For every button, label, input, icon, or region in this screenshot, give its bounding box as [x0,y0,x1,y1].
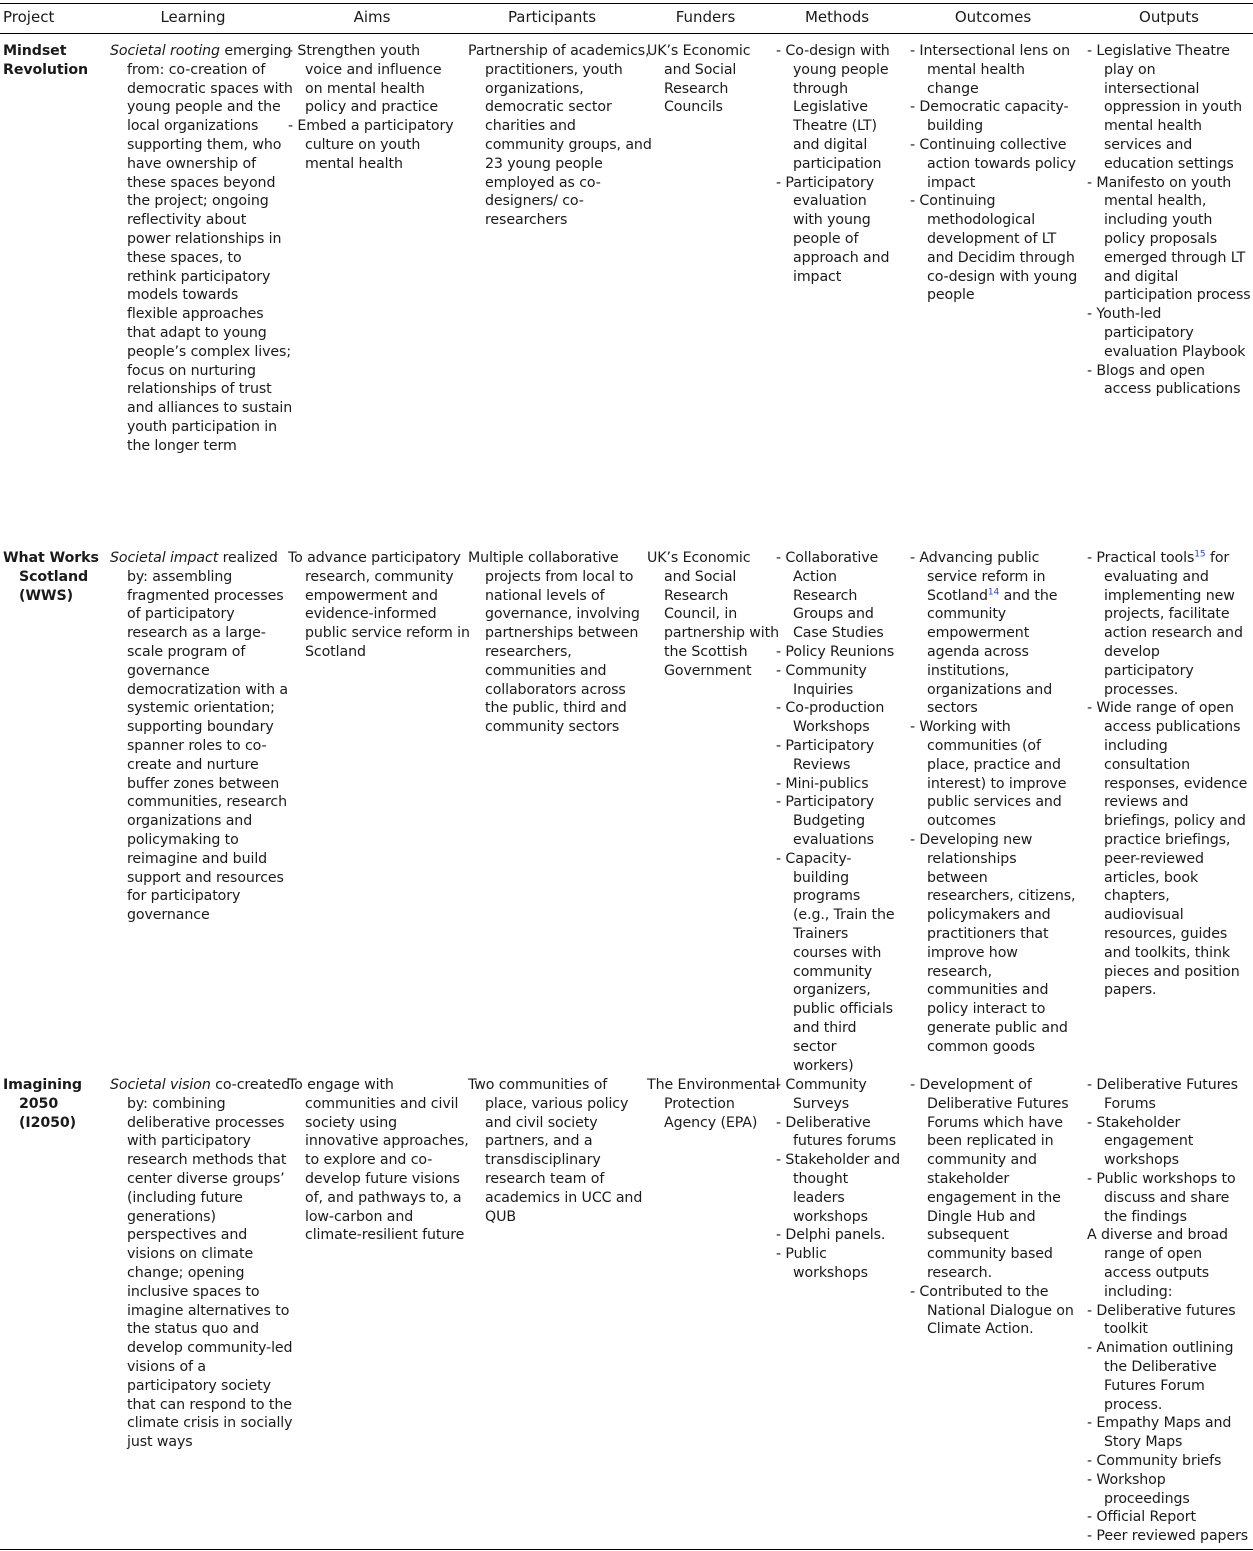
list-item: - Stakeholder and thought leaders workshops [776,1152,901,1225]
methods-cell [776,1076,900,1283]
header-learning: Learning [160,8,226,26]
header-methods: Methods [804,8,870,26]
learning-key-term: Societal rooting [110,43,220,59]
list-item: - Continuing methodological development of LT and Decidim through co-design with young people [910,193,1078,304]
learning-cell [110,549,295,925]
list-item: - Wide range of open access publications including consultation responses, evidence reviews and briefings, policy and practice briefings, peer-reviewed articles, book chapters, audiovisual resources, guides and toolkits, think pieces and position papers. [1087,700,1248,999]
project-name-line: (I2050) [19,1114,77,1131]
footnote-ref[interactable]: 15 [1194,549,1206,560]
list-item: - Public workshops [776,1246,868,1281]
outcome-text: and the community empowerment agenda across institutions, organizations and sectors [927,587,1058,717]
list-item: - Participatory evaluation with young people of approach and impact [776,174,890,285]
learning-text: realized by: assembling fragmented processes of participatory research as a large-scale program of governance democratization with a systemic orientation; supporting boundary spanner roles to co-create and nurture buffer zones between communities, research organizations and policymaking to reimagine and build support and resources for participatory governance [127,550,288,924]
project-name-line: Mindset [3,43,67,59]
outputs-cell [1087,42,1251,399]
participants-cell: Multiple collaborative projects from local to national levels of governance, involving partnerships between researchers, communities and collaborators across the public, third and community sectors [468,550,640,736]
learning-cell [110,1076,293,1452]
list-item [1087,549,1251,699]
project-name [3,42,103,80]
learning-key-term: Societal vision [110,1077,211,1093]
project-name-line: Scotland [19,568,89,585]
project-name-line: 2050 [19,1095,59,1112]
list-item: - Empathy Maps and Story Maps [1087,1415,1232,1451]
list-item: - Legislative Theatre play on intersectional oppression in youth mental health services and education settings [1087,43,1243,172]
list-item: - Blogs and open access publications [1087,362,1241,398]
learning-key-term: Societal impact [110,550,219,566]
project-name-line: Revolution [3,61,88,78]
list-item: - Community Inquiries [776,662,867,698]
header-outputs: Outputs [1139,8,1199,26]
header-funders: Funders [675,8,736,26]
list-item: - Co-production Workshops [776,700,885,736]
list-item: - Deliberative futures forums [776,1114,897,1150]
list-item: - Embed a participatory culture on youth mental health [288,118,454,172]
header-rule [0,33,1253,34]
list-item: - Delphi panels. [776,1227,886,1244]
list-item: - Animation outlining the Deliberative Futures Forum process. [1087,1340,1234,1413]
list-item: - Community Surveys [776,1077,867,1112]
outcomes-cell [910,42,1078,305]
list-item: - Participatory Reviews [776,737,874,773]
footnote-ref[interactable]: 14 [987,586,1000,597]
project-name-line: Imagining [3,1077,82,1093]
outputs-cell [1087,1076,1251,1546]
list-item: - Working with communities (of place, practice and interest) to improve public services and outcomes [910,719,1067,830]
methods-cell [776,42,900,286]
aims-cell: To advance participatory research, community empowerment and evidence-informed public service reform in Scotland [288,550,470,660]
list-item: - Youth-led participatory evaluation Playbook [1087,306,1246,360]
list-item: - Collaborative Action Research Groups and Case Studies [776,550,884,642]
project-name-line: What Works [3,550,99,566]
list-item: - Development of Deliberative Futures Forums which have been replicated in community and stakeholder engagement in the Dingle Hub and subsequent community based research. [910,1077,1069,1281]
list-item: - Co-design with young people through Legislative Theatre (LT) and digital participation [776,43,890,172]
header-aims: Aims [353,8,391,26]
project-name [3,1076,103,1132]
learning-cell [110,42,293,456]
learning-text: co-created by: combining deliberative processes with participatory research methods that center diverse groups’ (including future generations) perspectives and visions on climate change; opening inclusive spaces to imagine alternatives to the status quo and develop community-led visions of a participatory society that can respond to the climate crisis in socially just ways [127,1077,293,1451]
project-name [3,549,103,605]
table-top-rule [0,3,1253,4]
list-item: - Manifesto on youth mental health, including youth policy proposals emerged through LT and digital participation process [1087,174,1251,304]
list-item: - Democratic capacity-building [910,99,1069,135]
list-item: - Official Report [1087,1509,1196,1526]
list-item: - Developing new relationships between researchers, citizens, policymakers and practitioners that improve how research, communities and policy interact to generate public and common goods [910,831,1076,1055]
list-item: - Stakeholder engagement workshops [1087,1114,1194,1169]
outcomes-cell [910,1076,1078,1339]
outputs-cell [1087,549,1251,1000]
project-name-line: (WWS) [19,587,73,604]
participants-cell: Partnership of academics, practitioners, youth organizations, democratic sector charities and community groups, and 23 young people employed as co-designers/ co-researchers [468,43,652,229]
participants-cell: Two communities of place, various policy and civil society partners, and a transdisciplinary research team of academics in UCC and QUB [468,1077,643,1225]
funders-cell: UK’s Economic and Social Research Councils [647,43,751,116]
output-text: for evaluating and implementing new projects, facilitate action research and develop participatory processes. [1104,550,1243,698]
list-item: - Mini-publics [776,775,869,792]
aims-cell: To engage with communities and civil society using innovative approaches, to explore and co-develop future visions of, and pathways to, a low-carbon and climate-resilient future [288,1077,469,1244]
funders-cell: The Environmental Protection Agency (EPA) [647,1077,780,1131]
list-intro: A diverse and broad range of open access outputs including: [1087,1227,1228,1300]
list-item: - Strengthen youth voice and influence on mental health policy and practice [288,43,442,116]
list-item: - Continuing collective action towards policy impact [910,136,1076,191]
output-text: - Practical tools [1087,550,1195,566]
list-item: - Participatory Budgeting evaluations [776,794,874,848]
header-outcomes: Outcomes [954,8,1032,26]
list-item: - Contributed to the National Dialogue on Climate Action. [910,1283,1074,1338]
list-item: - Intersectional lens on mental health change [910,43,1071,97]
header-project: Project [3,8,55,26]
methods-cell [776,549,900,1075]
outcome-text: - Advancing public service reform in Scotland [910,550,1046,604]
funders-cell: UK’s Economic and Social Research Council, in partnership with the Scottish Government [647,550,779,679]
header-participants: Participants [507,8,597,26]
list-item: - Deliberative Futures Forums [1087,1077,1238,1112]
list-item: - Workshop proceedings [1087,1471,1190,1507]
list-item: - Public workshops to discuss and share the findings [1087,1170,1236,1225]
list-item: - Community briefs [1087,1452,1222,1469]
list-item: - Capacity-building programs (e.g., Train the Trainers courses with community organizers, public officials and third sector workers) [776,850,895,1074]
aims-cell [288,42,456,174]
list-item: - Deliberative futures toolkit [1087,1302,1236,1338]
list-item: - Policy Reunions [776,643,895,660]
outcomes-cell [910,549,1078,1057]
list-item: - Peer reviewed papers [1087,1528,1249,1545]
list-item [910,549,1078,718]
learning-text: emerging from: co-creation of democratic spaces with young people and the local organizations supporting them, who have ownership of these spaces beyond the project; ongoing reflectivity about power relationships in these spaces, to rethink participatory models towards flexible approaches that adapt to young people’s complex lives; focus on nurturing relationships of trust and alliances to sustain youth participation in the longer term [127,43,293,454]
table-bottom-rule [0,1549,1253,1550]
